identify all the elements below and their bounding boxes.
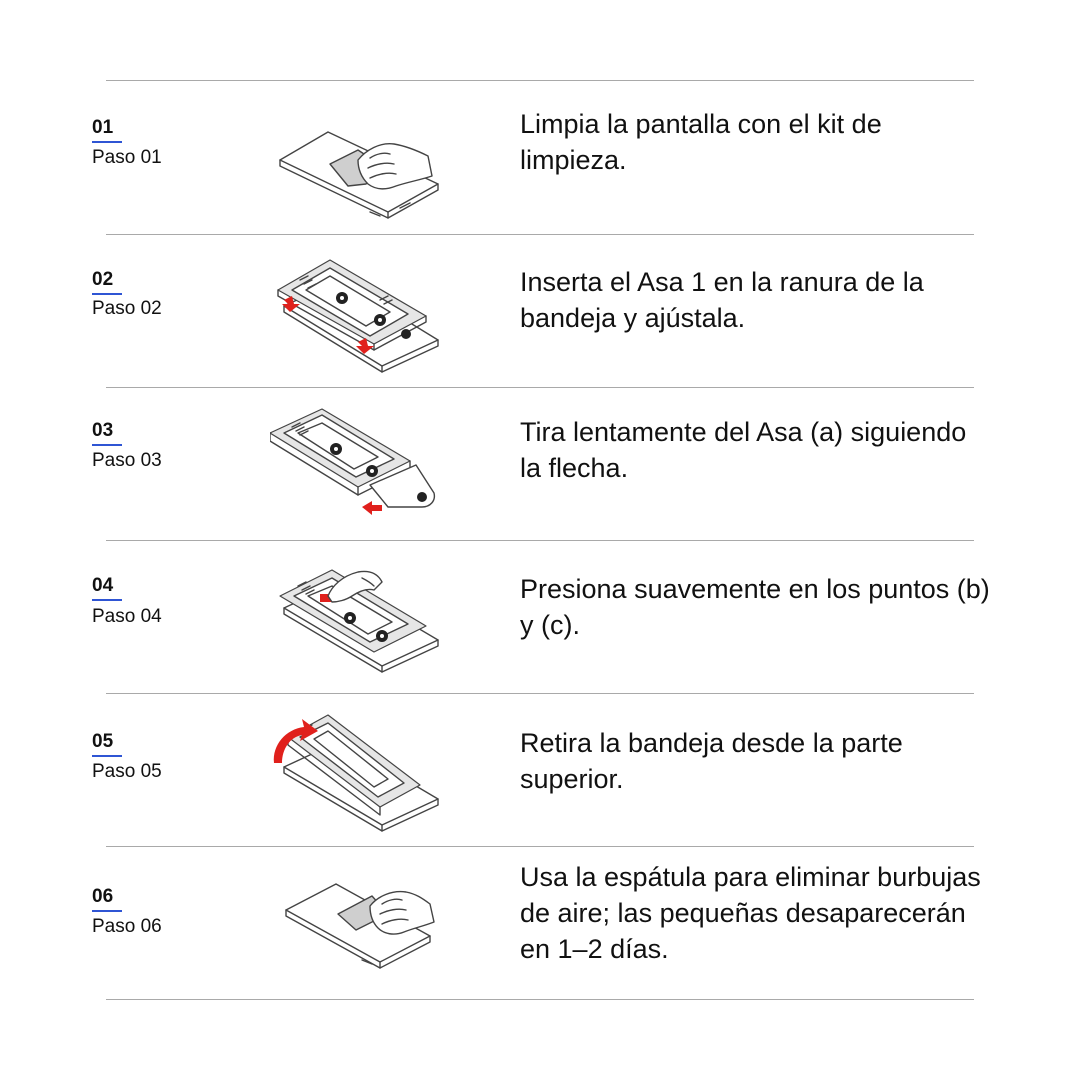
step-description: Tira lentamente del Asa (a) siguiendo la flecha.	[520, 417, 967, 483]
step-number: 03	[92, 420, 122, 446]
step-label: Paso 05	[92, 761, 162, 782]
step-label: Paso 01	[92, 147, 162, 168]
divider-3	[106, 540, 974, 541]
step-description: Usa la espátula para eliminar burbujas de aire; las pequeñas desaparecerán en 1–2 días.	[520, 862, 981, 964]
insert-handle-illustration	[270, 250, 440, 380]
step-description: Limpia la pantalla con el kit de limpieza.	[520, 109, 882, 175]
step-number: 06	[92, 886, 122, 912]
step-description: Retira la bandeja desde la parte superior.	[520, 728, 903, 794]
press-points-illustration	[270, 556, 440, 686]
squeegee-illustration	[270, 870, 440, 1000]
pull-handle-illustration	[270, 403, 440, 533]
step-number: 05	[92, 731, 122, 757]
step-label: Paso 02	[92, 298, 162, 319]
divider-2	[106, 387, 974, 388]
step-label: Paso 03	[92, 450, 162, 471]
divider-top	[106, 80, 974, 81]
step-number: 02	[92, 269, 122, 295]
step-label: Paso 06	[92, 916, 162, 937]
step-description: Inserta el Asa 1 en la ranura de la bandeja y ajústala.	[520, 267, 924, 333]
step-description: Presiona suavemente en los puntos (b) y (c).	[520, 574, 990, 640]
step-number: 01	[92, 117, 122, 143]
remove-tray-illustration	[270, 707, 440, 837]
divider-1	[106, 234, 974, 235]
divider-5	[106, 846, 974, 847]
step-label: Paso 04	[92, 606, 162, 627]
divider-bottom	[106, 999, 974, 1000]
clean-screen-illustration	[270, 120, 440, 250]
step-number: 04	[92, 575, 122, 601]
divider-4	[106, 693, 974, 694]
